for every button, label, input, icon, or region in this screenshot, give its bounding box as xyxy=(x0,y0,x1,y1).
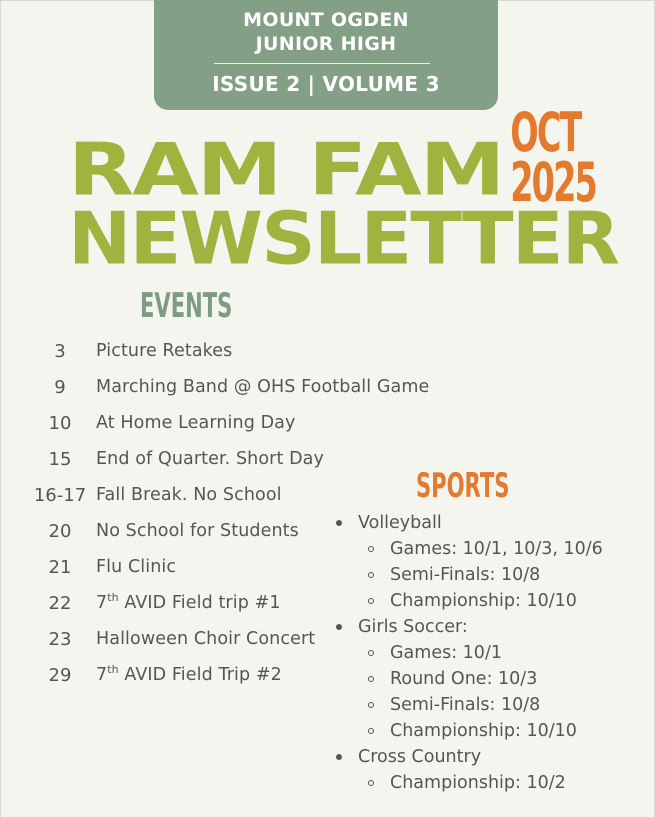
sport-detail-text: Semi-Finals: 10/8 xyxy=(390,565,541,585)
hollow-bullet-icon xyxy=(368,572,390,578)
hollow-bullet-icon xyxy=(368,728,390,734)
event-description xyxy=(92,485,282,505)
hollow-bullet-icon xyxy=(368,598,390,604)
sport-detail-text: Semi-Finals: 10/8 xyxy=(390,695,541,715)
event-description xyxy=(92,557,176,577)
sport-item xyxy=(333,614,648,744)
event-description xyxy=(92,449,324,469)
event-description xyxy=(92,377,429,397)
event-row xyxy=(28,405,448,441)
event-ordinal-suffix: th xyxy=(107,663,119,677)
sports-list xyxy=(333,510,648,796)
bullet-icon xyxy=(333,624,358,630)
event-ordinal: 7 xyxy=(96,665,108,685)
hollow-bullet-icon xyxy=(368,650,390,656)
school-name-line2: JUNIOR HIGH xyxy=(255,33,397,55)
event-description xyxy=(92,521,299,541)
event-day: 9 xyxy=(54,376,66,398)
event-text: Halloween Choir Concert xyxy=(96,629,316,649)
event-day: 23 xyxy=(48,628,72,650)
event-text: Fall Break. No School xyxy=(96,485,282,505)
sport-item xyxy=(333,510,648,614)
events-heading: EVENTS xyxy=(140,286,233,326)
event-day: 16-17 xyxy=(33,484,87,506)
sports-heading: SPORTS xyxy=(416,466,510,506)
bullet-icon xyxy=(333,520,358,526)
event-text: At Home Learning Day xyxy=(96,413,296,433)
sport-detail xyxy=(333,640,648,666)
school-name-line1: MOUNT OGDEN xyxy=(243,9,409,31)
event-row xyxy=(28,333,448,369)
hollow-bullet-icon xyxy=(368,780,390,786)
sport-detail xyxy=(333,562,648,588)
event-day: 15 xyxy=(48,448,72,470)
sport-detail-text: Championship: 10/10 xyxy=(390,591,577,611)
sport-detail xyxy=(333,718,648,744)
newsletter-title-line2: NEWSLETTER xyxy=(68,197,619,281)
event-text: Marching Band @ OHS Football Game xyxy=(96,377,430,397)
date-year: 2025 xyxy=(510,151,596,214)
event-description xyxy=(92,593,281,613)
event-text: End of Quarter. Short Day xyxy=(96,449,324,469)
issue-volume: ISSUE 2 | VOLUME 3 xyxy=(212,72,440,96)
event-day: 21 xyxy=(48,556,72,578)
school-name xyxy=(154,8,498,56)
sport-detail xyxy=(333,536,648,562)
event-day: 10 xyxy=(48,412,72,434)
sport-item xyxy=(333,744,648,796)
hollow-bullet-icon xyxy=(368,676,390,682)
hollow-bullet-icon xyxy=(368,546,390,552)
event-description xyxy=(92,413,295,433)
sport-name: Volleyball xyxy=(358,513,442,533)
header-banner xyxy=(154,0,498,110)
sport-detail-text: Games: 10/1, 10/3, 10/6 xyxy=(390,539,603,559)
sport-detail-text: Games: 10/1 xyxy=(390,643,502,663)
event-text: AVID Field trip #1 xyxy=(118,593,281,613)
event-text: No School for Students xyxy=(96,521,299,541)
sport-detail-text: Championship: 10/10 xyxy=(390,721,577,741)
sport-name: Cross Country xyxy=(358,747,482,767)
event-description xyxy=(92,665,282,685)
sport-detail-text: Championship: 10/2 xyxy=(390,773,566,793)
hollow-bullet-icon xyxy=(368,702,390,708)
sport-detail xyxy=(333,666,648,692)
bullet-icon xyxy=(333,754,358,760)
event-day: 29 xyxy=(48,664,72,686)
event-text: Flu Clinic xyxy=(96,557,177,577)
event-day: 22 xyxy=(48,592,72,614)
sport-detail xyxy=(333,692,648,718)
newsletter-title-line1: RAM FAM xyxy=(68,128,504,212)
event-description xyxy=(92,629,315,649)
sport-detail xyxy=(333,588,648,614)
sport-detail-text: Round One: 10/3 xyxy=(390,669,538,689)
event-day: 20 xyxy=(48,520,72,542)
event-row xyxy=(28,477,448,513)
event-day: 3 xyxy=(54,340,66,362)
sport-detail xyxy=(333,770,648,796)
sport-name: Girls Soccer: xyxy=(358,617,468,637)
sport-name-row xyxy=(333,614,648,640)
event-ordinal: 7 xyxy=(96,593,108,613)
date-month: OCT xyxy=(510,101,581,164)
issue-date xyxy=(510,101,596,214)
event-text: AVID Field Trip #2 xyxy=(118,665,282,685)
sport-name-row xyxy=(333,744,648,770)
event-text: Picture Retakes xyxy=(96,341,233,361)
event-row xyxy=(28,441,448,477)
banner-divider xyxy=(214,63,430,64)
event-description xyxy=(92,341,232,361)
sport-name-row xyxy=(333,510,648,536)
event-row xyxy=(28,369,448,405)
event-ordinal-suffix: th xyxy=(107,591,119,605)
